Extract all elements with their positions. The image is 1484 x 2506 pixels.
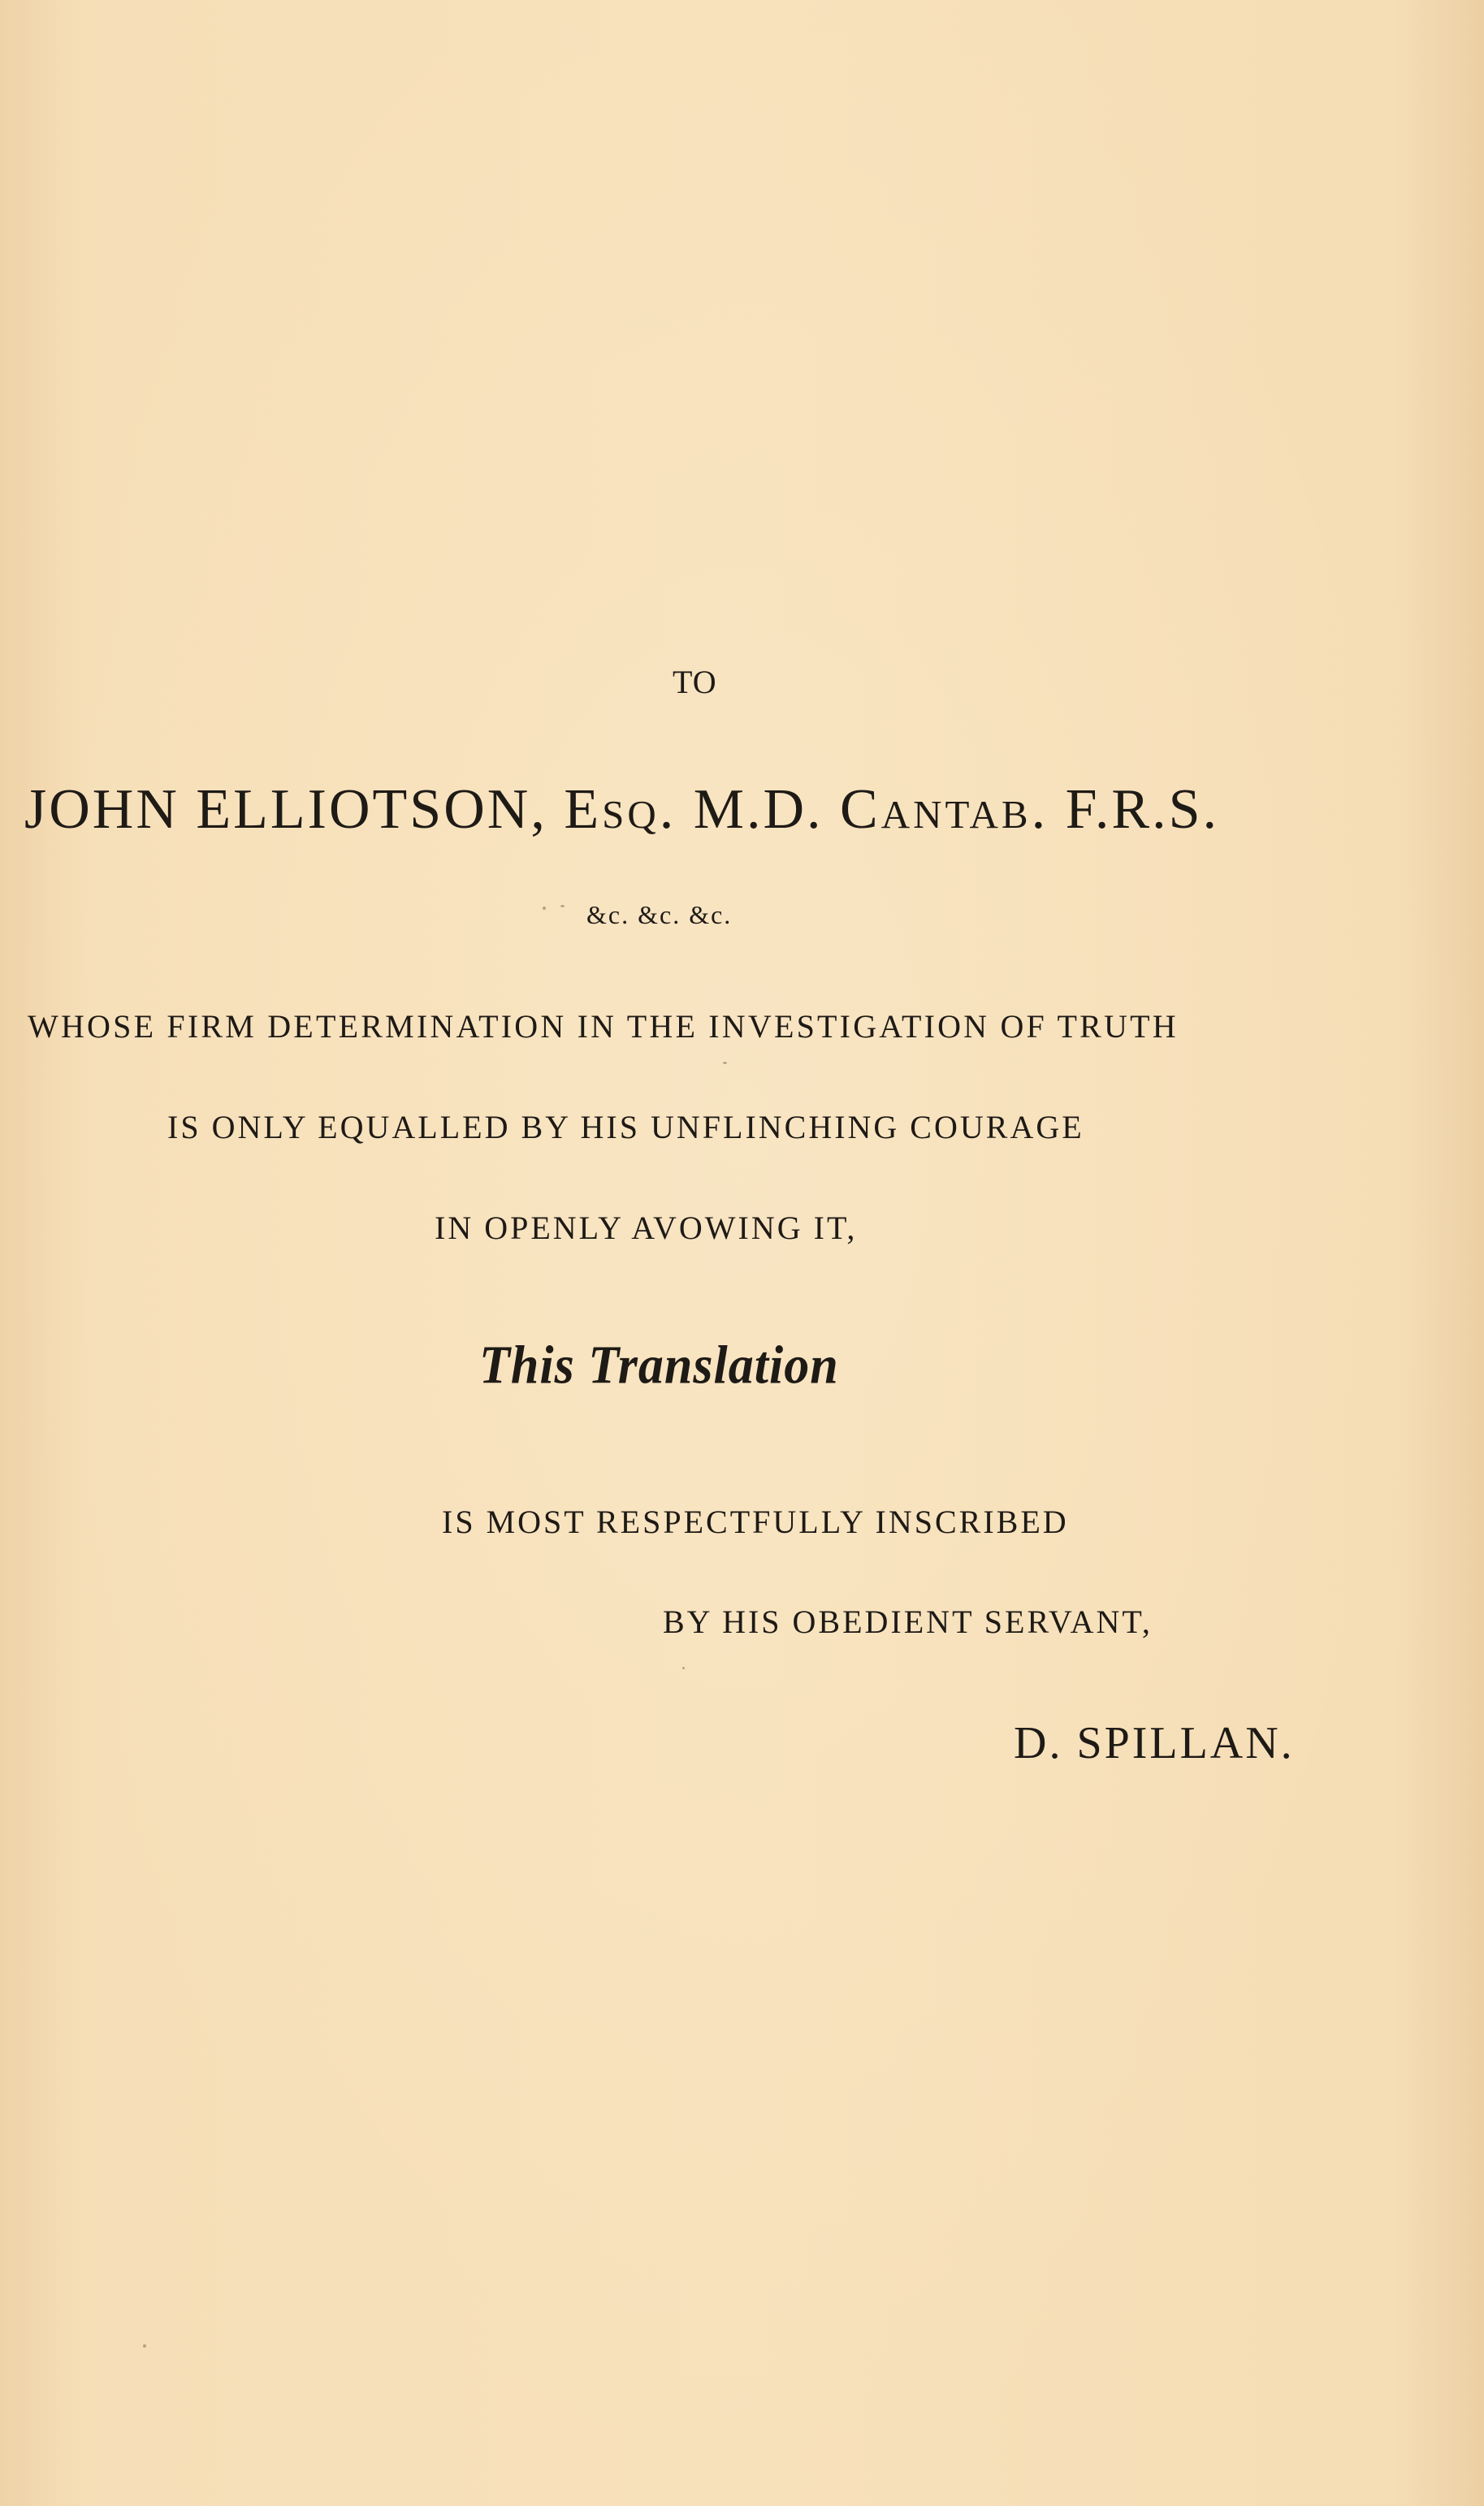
- paper-speck: [543, 907, 546, 910]
- dedicatee-md: M.D.: [677, 778, 841, 841]
- dedicatee-cantab: Cantab.: [840, 778, 1049, 841]
- dedication-to: TO: [673, 664, 717, 700]
- paper-speck: [682, 1667, 685, 1669]
- dedication-line-only: IS ONLY EQUALLED BY HIS UNFLINCHING COURAGE: [167, 1109, 1084, 1145]
- dedication-line-whose: WHOSE FIRM DETERMINATION IN THE INVESTIGATION OF TRUTH: [28, 1008, 1179, 1045]
- dedicatee-esq: Esq.: [564, 778, 677, 841]
- dedication-line-openly: IN OPENLY AVOWING IT,: [435, 1210, 858, 1246]
- dedication-etc: &c. &c. &c.: [586, 900, 733, 929]
- dedication-translation-blackletter: This Translation: [479, 1335, 839, 1396]
- dedicatee-name-main: JOHN ELLIOTSON,: [24, 778, 565, 841]
- translator-signature: D. SPILLAN.: [1014, 1718, 1295, 1768]
- dedicatee-name: [24, 778, 1220, 841]
- dedication-line-inscribed: IS MOST RESPECTFULLY INSCRIBED: [442, 1504, 1069, 1540]
- paper-speck: [560, 905, 565, 907]
- dedication-line-servant: BY HIS OBEDIENT SERVANT,: [663, 1604, 1153, 1640]
- dedicatee-frs: F.R.S.: [1049, 778, 1220, 841]
- paper-speck: [143, 2344, 146, 2348]
- paper-speck: [723, 1062, 727, 1064]
